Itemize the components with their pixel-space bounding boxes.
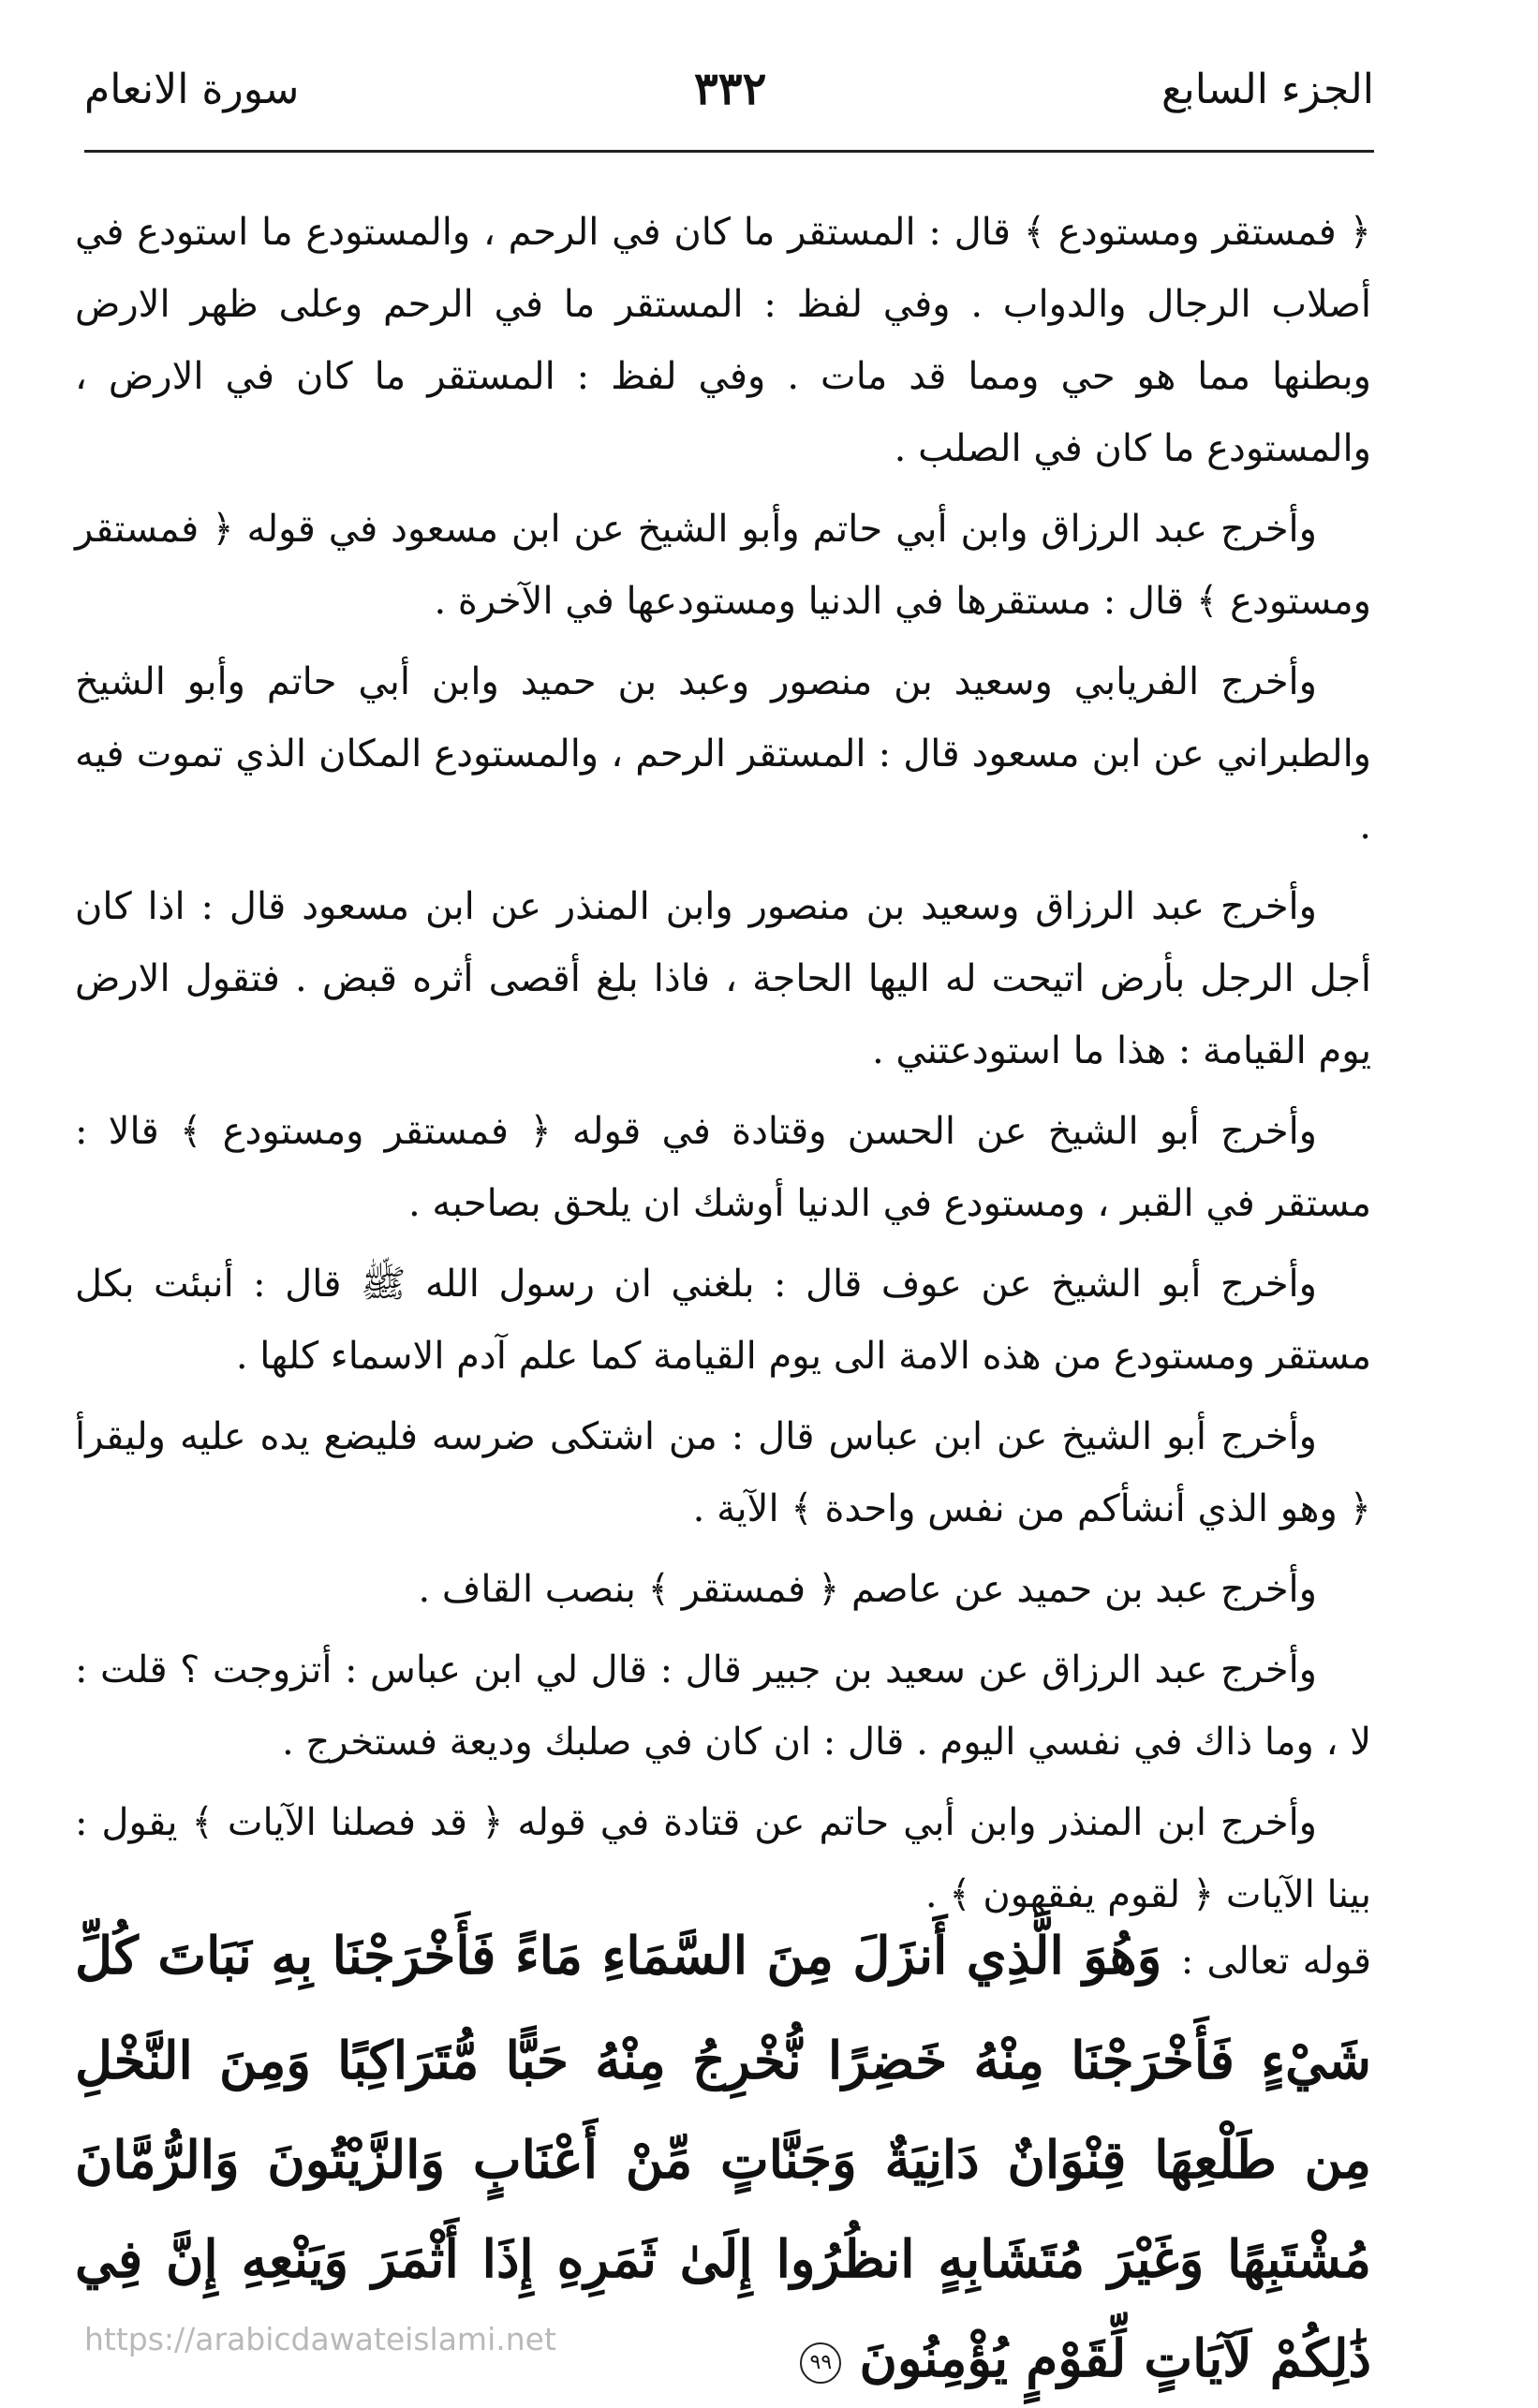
paragraph: وأخرج عبد الرزاق عن سعيد بن جبير قال : قال لي ابن عباس : أتزوجت ؟ قلت : لا ، وما ذاك في نفسي اليوم . قال : ان كان في صلبك وديعة فستخرج .	[75, 1648, 1371, 1764]
paragraph: وأخرج ابن المنذر وابن أبي حاتم عن قتادة في قوله ﴿ قد فصلنا الآيات ﴾ يقول : بينا الآيات ﴿ لقوم يفقهون ﴾ .	[75, 1801, 1371, 1916]
watermark-url: https://arabicdawateislami.net	[84, 2321, 556, 2357]
paragraph: وأخرج عبد الرزاق وابن أبي حاتم وأبو الشيخ عن ابن مسعود في قوله ﴿ فمستقر ومستودع ﴾ قال : مستقرها في الدنيا ومستودعها في الآخرة .	[75, 508, 1371, 623]
paragraph: ﴿ فمستقر ومستودع ﴾ قال : المستقر ما كان في الرحم ، والمستودع ما استودع في أصلاب الرجال والدواب . وفي لفظ : المستقر ما في الرحم وعلى ظهر الارض وبطنها مما هو حي ومما قد مات . وفي لفظ : المستقر ما كان في الارض ، والمستودع ما كان في الصلب .	[75, 211, 1371, 470]
paragraph: وأخرج أبو الشيخ عن عوف قال : بلغني ان رسول الله ﷺ قال : أنبئت بكل مستقر ومستودع من هذه الامة الى يوم القيامة كما علم آدم الاسماء كلها .	[75, 1263, 1371, 1378]
paragraph: وأخرج أبو الشيخ عن الحسن وقتادة في قوله ﴿ فمستقر ومستودع ﴾ قالا : مستقر في القبر ، ومستودع في الدنيا أوشك ان يلحق بصاحبه .	[75, 1110, 1371, 1225]
surah-title: سورة الانعام	[84, 65, 300, 113]
paragraph: وأخرج الفريابي وسعيد بن منصور وعبد بن حميد وابن أبي حاتم وأبو الشيخ والطبراني عن ابن مسعود قال : المستقر الرحم ، والمستودع المكان الذي تموت فيه .	[75, 660, 1371, 848]
paragraph: وأخرج عبد بن حميد عن عاصم ﴿ فمستقر ﴾ بنصب القاف .	[418, 1568, 1317, 1611]
commentary-text	[75, 197, 1371, 1940]
part-title: الجزء السابع	[1161, 65, 1374, 113]
verse-intro: قوله تعالى :	[1180, 1940, 1371, 1983]
paragraph: وأخرج أبو الشيخ عن ابن عباس قال : من اشتكى ضرسه فليضع يده عليه وليقرأ ﴿ وهو الذي أنشأكم من نفس واحدة ﴾ الآية .	[75, 1415, 1371, 1530]
verse-text: وَهُوَ الَّذِي أَنزَلَ مِنَ السَّمَاءِ مَاءً فَأَخْرَجْنَا بِهِ نَبَاتَ كُلِّ شَيْءٍ فَأَخْرَجْنَا مِنْهُ خَضِرًا نُّخْرِجُ مِنْهُ حَبًّا مُّتَرَاكِبًا وَمِنَ النَّخْلِ مِن طَلْعِهَا قِنْوَانٌ دَانِيَةٌ وَجَنَّاتٍ مِّنْ أَعْنَابٍ وَالزَّيْتُونَ وَالرُّمَّانَ مُشْتَبِهًا وَغَيْرَ مُتَشَابِهٍ انظُرُوا إِلَىٰ ثَمَرِهِ إِذَا أَثْمَرَ وَيَنْعِهِ إِنَّ فِي ذَٰلِكُمْ لَآيَاتٍ لِّقَوْمٍ يُؤْمِنُونَ	[75, 1925, 1371, 2388]
paragraph: وأخرج عبد الرزاق وسعيد بن منصور وابن المنذر عن ابن مسعود قال : اذا كان أجل الرجل بأرض اتيحت له اليها الحاجة ، فاذا بلغ أقصى أثره قبض . فتقول الارض يوم القيامة : هذا ما استودعتني .	[75, 885, 1371, 1072]
page-header	[84, 52, 1374, 126]
ayah-number-marker: ٩٩	[800, 2342, 841, 2384]
header-divider	[84, 150, 1374, 153]
page-number: ٣٣٢	[694, 63, 767, 115]
